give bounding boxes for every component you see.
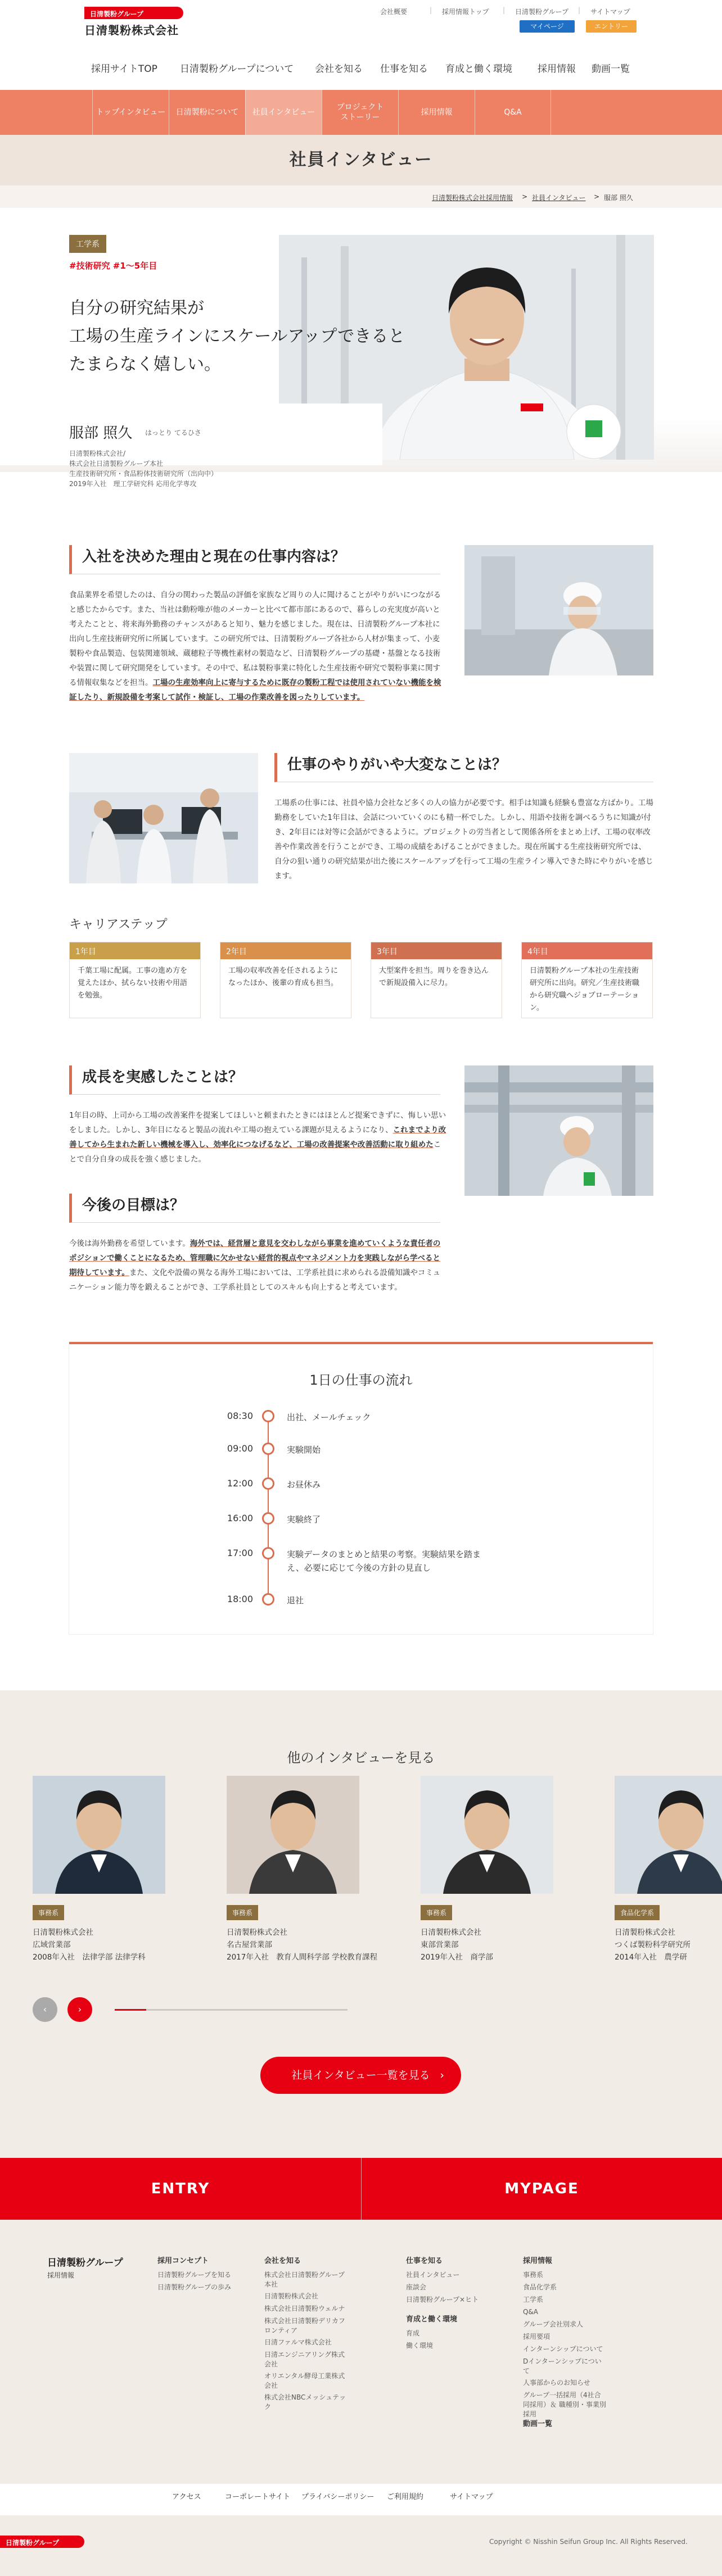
subnav-about[interactable]: 日清製粉について [169, 90, 245, 135]
goal-text: 今後は海外勤務を希望しています。 [69, 1239, 190, 1248]
person-portrait-illustration [227, 1776, 359, 1894]
timeline-time: 18:00 [227, 1594, 253, 1604]
hero-catch-line3: たまらなく嬉しい。 [69, 355, 221, 374]
timeline-dot [262, 1593, 274, 1606]
timeline-text: 退社 [287, 1595, 304, 1606]
interview-card-dept: つくば製粉科学研究所 [615, 1940, 691, 1949]
all-interviews-label: 社員インタビュー一覧を見る [291, 2069, 430, 2081]
timeline-time: 17:00 [227, 1548, 253, 1558]
breadcrumb-interview[interactable]: 社員インタビュー [532, 194, 586, 202]
timeline-dot [262, 1410, 274, 1422]
interview-card-company: 日清製粉株式会社 [227, 1928, 287, 1937]
hero-catch-line1: 自分の研究結果が [69, 298, 204, 318]
c4-heading-2[interactable]: 動画一覧 [523, 2420, 553, 2428]
person-portrait-illustration [33, 1776, 165, 1894]
gnav-videos[interactable]: 動画一覧 [592, 64, 630, 75]
carousel-progress-fill [115, 2009, 146, 2011]
gnav-recruit-info[interactable]: 採用情報 [538, 64, 576, 75]
profile-affiliation-2: 株式会社日清製粉グループ本社 [69, 460, 164, 468]
subnav-top-interview[interactable]: トップインタビュー [92, 90, 169, 135]
c4-link[interactable]: 工学系 [523, 2296, 544, 2303]
c2-link[interactable]: 株式会社日清製粉デリカフロンティア [264, 2317, 345, 2334]
worker-helmet-illustration [464, 545, 653, 675]
c3-heading-2[interactable]: 育成と働く環境 [406, 2315, 458, 2324]
page-title: 社員インタビュー [0, 135, 722, 185]
util-separator: | [503, 6, 506, 14]
c2-link[interactable]: 株式会社日清製粉グループ本社 [264, 2271, 345, 2288]
breadcrumb-current: 服部 照久 [604, 194, 633, 202]
gnav-work[interactable]: 仕事を知る [380, 64, 428, 75]
util-link-recruit-top[interactable]: 採用情報トップ [442, 8, 489, 16]
c4-heading[interactable]: 採用情報 [523, 2257, 553, 2265]
breadcrumb-separator: > [522, 193, 528, 201]
entry-banner[interactable]: ENTRY [0, 2158, 361, 2220]
section-body-reason [69, 588, 447, 705]
c4-link[interactable]: 食品化学系 [523, 2283, 557, 2291]
profile-affiliation-1: 日清製粉株式会社/ [69, 450, 126, 457]
c3-link[interactable]: 日清製粉グループ×ヒト [406, 2296, 479, 2303]
section-title-goal: 今後の目標は？ [69, 1194, 440, 1223]
section-body-rewarding: 工場系の仕事には、社員や協力会社など多くの人の協力が必要です。相手は知識も経験も豊富な方ばかり。工場勤務をしていた1年目は、会話についていくのにも精一杯でした。しかし、用語や技術を調べるうちに知識が付き、2年目には対等に会話ができるように。プロジェクトの労当者として関係各所をまとめ上げ、工場の収率改善や作業改善を行うことができ、工場の成績をあげることができました。現在所属する生産技術研究所では、自分の狙い通りの研究結果が出た後にスケールアップを行って工場の生産ライン導入できた時にやりがいを感じます。 [274, 799, 653, 881]
chevron-right-icon: › [440, 2069, 444, 2081]
c4-link[interactable]: Q&A [523, 2308, 539, 2316]
timeline-time: 08:30 [227, 1411, 253, 1421]
profile-affiliation-4: 2019年入社 理工学研究科 応用化学専攻 [69, 480, 197, 488]
growth-text: 1年目の時、上司から工場の改善案件を提案してほしいと頼まれたときにはほとんど提案できずに、悔しい思いをしました。しかし、3年目になると製品の流れや工場の抱えている課題が見えるようになり、 [69, 1111, 446, 1135]
mypage-button[interactable]: マイページ [520, 20, 575, 33]
subnav-project-story[interactable]: プロジェクト ストーリー [322, 90, 398, 135]
interview-card-photo[interactable] [227, 1776, 359, 1894]
timeline-dot [262, 1512, 274, 1525]
c3-heading[interactable]: 仕事を知る [406, 2257, 443, 2265]
mypage-banner[interactable]: MYPAGE [361, 2158, 722, 2220]
c4-link[interactable]: グループ会社別求人 [523, 2320, 584, 2328]
c2-link[interactable]: 日清製粉株式会社 [264, 2292, 319, 2300]
all-interviews-button[interactable] [260, 2057, 461, 2094]
photo-worker-helmet [464, 545, 653, 675]
util-link-group[interactable]: 日清製粉グループ [515, 8, 569, 16]
copyright-logo: 日清製粉グループ [0, 2536, 84, 2548]
c4-link[interactable]: 人事部からのお知らせ [523, 2379, 590, 2387]
hero-category-tag: 工学系 [69, 235, 106, 253]
growth-highlight: これまでより改善してから生まれた新しい機械を導入し、効率化につなげるなど、工場の改善提案や改善活動に取り組めた [69, 1126, 446, 1149]
career-step-text: 日清製粉グループ本社の生産技術研究所に出向。研究／生産技術職から研究職へジョブローテーション。 [530, 967, 640, 1012]
c3-link[interactable]: 座談会 [406, 2283, 427, 2291]
interview-card-tag: 食品化学系 [615, 1905, 660, 1920]
c1-heading[interactable]: 採用コンセプト [157, 2257, 209, 2265]
subnav-qa[interactable]: Q&A [475, 90, 551, 135]
c4-link[interactable]: 採用要項 [523, 2333, 550, 2341]
footer-bottom-link[interactable]: サイトマップ [450, 2493, 493, 2501]
other-interviews-title: 他のインタビューを見る [287, 1750, 435, 1766]
career-step-2 [220, 942, 351, 1018]
career-step-4 [521, 942, 653, 1018]
person-portrait-illustration [615, 1776, 722, 1894]
util-separator: | [430, 6, 432, 14]
interview-card-year: 2017年入社 教育人間科学部 学校教育課程 [227, 1953, 378, 1962]
carousel-next-button[interactable]: › [67, 1997, 92, 2022]
timeline-time: 12:00 [227, 1478, 253, 1489]
daily-schedule-title: 1日の仕事の流れ [309, 1372, 413, 1388]
interview-card-tag: 事務系 [33, 1905, 64, 1920]
interview-card-photo[interactable] [33, 1776, 165, 1894]
c1-link[interactable]: 日清製粉グループの歩み [157, 2283, 232, 2291]
interview-card-year: 2019年入社 商学部 [421, 1953, 493, 1962]
profile-affiliation-3: 生産技術研究所・食品粉体技術研究所（出向中） [69, 470, 218, 478]
reason-text: 食品業界を希望したのは、自分の関わった製品の評価を家族など周りの人に聞けることがやりがいにつながると感じたからです。また、当社は動粉唯が他のメーカーと比べて都市部にあるので、暮らしの充実度が高いと考えたことと、将来海外勤務のチャンスがあると知り、魅力を感じました。現在は、日清製粉グループ本社に出向し生産技術研究所に所属しています。この研究所では、日清製粉グループ各社から人材が集まって、小麦製粉や食品製造、包装関連領域、蔵穂粒子等機性素材の製造など、日清製粉グループの基礎・基盤となる技術や装置に関して研究開発をしています。その中で、私は製粉事業に特化した生産技術や研究で製粉事業に関する情報収集などを担当。 [69, 591, 441, 687]
interview-card-dept: 広域営業部 [33, 1940, 71, 1949]
c3-link[interactable]: 働く環境 [406, 2342, 434, 2350]
section-body-goal [69, 1236, 447, 1295]
person-portrait-illustration [421, 1776, 553, 1894]
timeline-text: 実験終了 [287, 1514, 321, 1525]
interview-card-tag: 事務系 [227, 1905, 258, 1920]
footer-logo[interactable]: 日清製粉グループ [47, 2257, 123, 2269]
gnav-training[interactable]: 育成と働く環境 [445, 64, 512, 75]
c2-link[interactable]: オリエンタル酵母工業株式会社 [264, 2372, 345, 2389]
timeline-text: お昼休み [287, 1480, 321, 1490]
carousel-prev-button[interactable]: ‹ [33, 1997, 57, 2022]
career-step-text: 大型案件を担当。周りを巻き込んで新規設備入に尽力。 [379, 967, 489, 987]
timeline-dot [262, 1547, 274, 1559]
c4-link[interactable]: インターンシップについて [523, 2345, 603, 2353]
c2-link[interactable]: 株式会社日清製粉ウェルナ [264, 2305, 345, 2312]
career-step-label: 2年目 [220, 942, 351, 959]
reason-highlight: 工場の生産効率向上に寄与するために既存の製粉工程では使用されていない機能を検証したり、新規設備を考案して試作・検証し、工場の作業改善を図ったりしています。 [69, 678, 441, 702]
breadcrumb-separator: > [594, 193, 600, 201]
timeline-text: 実験開始 [287, 1445, 321, 1455]
interview-card-year: 2008年入社 法律学部 法律学科 [33, 1953, 146, 1962]
util-separator: | [578, 6, 581, 14]
hero-catch-line2: 工場の生産ラインにスケールアップできると [69, 326, 405, 346]
c1-link[interactable]: 日清製粉グループを知る [157, 2271, 232, 2279]
section-title-growth: 成長を実感したことは？ [69, 1065, 440, 1095]
timeline-dot [262, 1477, 274, 1490]
c4-link[interactable]: グループ一括採用（4社合同採用）＆ 職種別・事業別採用 [523, 2391, 606, 2418]
career-step-label: 1年目 [70, 942, 200, 959]
worker-pipes-illustration [464, 1065, 653, 1196]
c2-link[interactable]: 日清ファルマ株式会社 [264, 2338, 332, 2346]
subnav-recruit[interactable]: 採用情報 [398, 90, 475, 135]
career-step-text: 千葉工場に配属。工事の進め方を覚えたほか、拭らない技術や用語を勉強。 [78, 967, 188, 1000]
interview-card-dept: 東部営業部 [421, 1940, 459, 1949]
interview-card-photo[interactable] [615, 1776, 722, 1894]
career-step-text: 工場の収率改善を任されるようになったほか、後輩の育成も担当。 [228, 967, 339, 987]
timeline-text: 出社、メールチェック [287, 1412, 371, 1422]
hero-hashtags: #技術研究 #1〜5年目 [69, 261, 157, 271]
c3-link[interactable]: 社員インタビュー [406, 2271, 460, 2279]
gnav-about-group[interactable]: 日清製粉グループについて [180, 64, 294, 75]
c4-link[interactable]: 事務系 [523, 2271, 544, 2279]
company-logo-name[interactable]: 日清製粉株式会社 [84, 24, 179, 37]
footer-logo-sub: 採用情報 [47, 2271, 75, 2279]
career-step-3 [371, 942, 502, 1018]
c4-link[interactable]: Dインターンシップについて [523, 2357, 602, 2375]
footer-bottom-link[interactable]: コーポレートサイト [225, 2493, 291, 2501]
copyright-bar [0, 2515, 722, 2576]
c2-heading[interactable]: 会社を知る [264, 2257, 301, 2265]
subnav-staff-interview[interactable]: 社員インタビュー [245, 90, 322, 135]
c3-link[interactable]: 育成 [406, 2329, 420, 2337]
profile-name: 服部 照久 [69, 425, 133, 442]
c2-link[interactable]: 日清エンジニアリング株式会社 [264, 2351, 345, 2368]
timeline-dot [262, 1443, 274, 1455]
growth-text-2: ことで自分自身の成長を強く感じました。 [69, 1140, 441, 1164]
timeline-time: 16:00 [227, 1513, 253, 1523]
photo-office-team [69, 753, 258, 883]
footer-bottom-link[interactable]: アクセス [172, 2493, 201, 2501]
copyright-text: Copyright © Nisshin Seifun Group Inc. All Rights Reserved. [489, 2538, 688, 2546]
office-team-illustration [69, 753, 258, 883]
interview-card-company: 日清製粉株式会社 [615, 1928, 675, 1937]
section-body-growth [69, 1108, 447, 1167]
util-link-company[interactable]: 会社概要 [380, 8, 408, 16]
timeline-text: 実験データのまとめと結果の考察。実験結果を踏まえ、必要に応じて今後の方針の見直し [287, 1549, 481, 1573]
section-title-reason: 入社を決めた理由と現在の仕事内容は？ [69, 545, 440, 574]
career-title: キャリアステップ [69, 918, 168, 932]
c2-link[interactable]: 株式会社NBCメッシュテック [264, 2393, 346, 2411]
career-step-label: 3年目 [371, 942, 502, 959]
interview-card-photo[interactable] [421, 1776, 553, 1894]
section-title-rewarding: 仕事のやりがいや大変なことは？ [274, 753, 653, 782]
gnav-recruit-top[interactable]: 採用サイトTOP [91, 64, 157, 75]
footer-bottom-link[interactable]: ご利用規約 [387, 2493, 424, 2501]
photo-worker-pipes [464, 1065, 653, 1196]
interview-card-dept: 名古屋営業部 [227, 1940, 272, 1949]
goal-text-2: また、文化や設備の異なる海外工場においては、工学系社員に求められる設備知識やコミュニケーション能力等を鍛えることができ、工学系社員としてのスキルも向上すると考えています。 [69, 1268, 441, 1292]
career-step-label: 4年目 [522, 942, 652, 959]
entry-button[interactable]: エントリー [586, 20, 637, 33]
util-link-sitemap[interactable]: サイトマップ [590, 8, 630, 16]
career-step-1 [69, 942, 201, 1018]
interview-card-tag: 事務系 [421, 1905, 452, 1920]
interview-card-company: 日清製粉株式会社 [33, 1928, 93, 1937]
footer-bottom-link[interactable]: プライバシーポリシー [301, 2493, 374, 2501]
profile-kana: はっとり てるひさ [145, 429, 201, 437]
goal-highlight: 海外では、経営層と意見を交わしながら事業を進めていくような責任者のポジションで働くことになるため、管理職に欠かせない経営的視点やマネジメント力を実践しながら学べると期待しています。 [69, 1239, 441, 1277]
timeline-time: 09:00 [227, 1443, 253, 1454]
interview-card-year: 2014年入社 農学研 [615, 1953, 687, 1962]
group-logo-badge[interactable]: 日清製粉グループ [84, 7, 183, 19]
gnav-company[interactable]: 会社を知る [315, 64, 363, 75]
carousel-progress-track [115, 2009, 348, 2011]
breadcrumb-home[interactable]: 日清製粉株式会社採用情報 [432, 194, 513, 202]
interview-card-company: 日清製粉株式会社 [421, 1928, 481, 1937]
